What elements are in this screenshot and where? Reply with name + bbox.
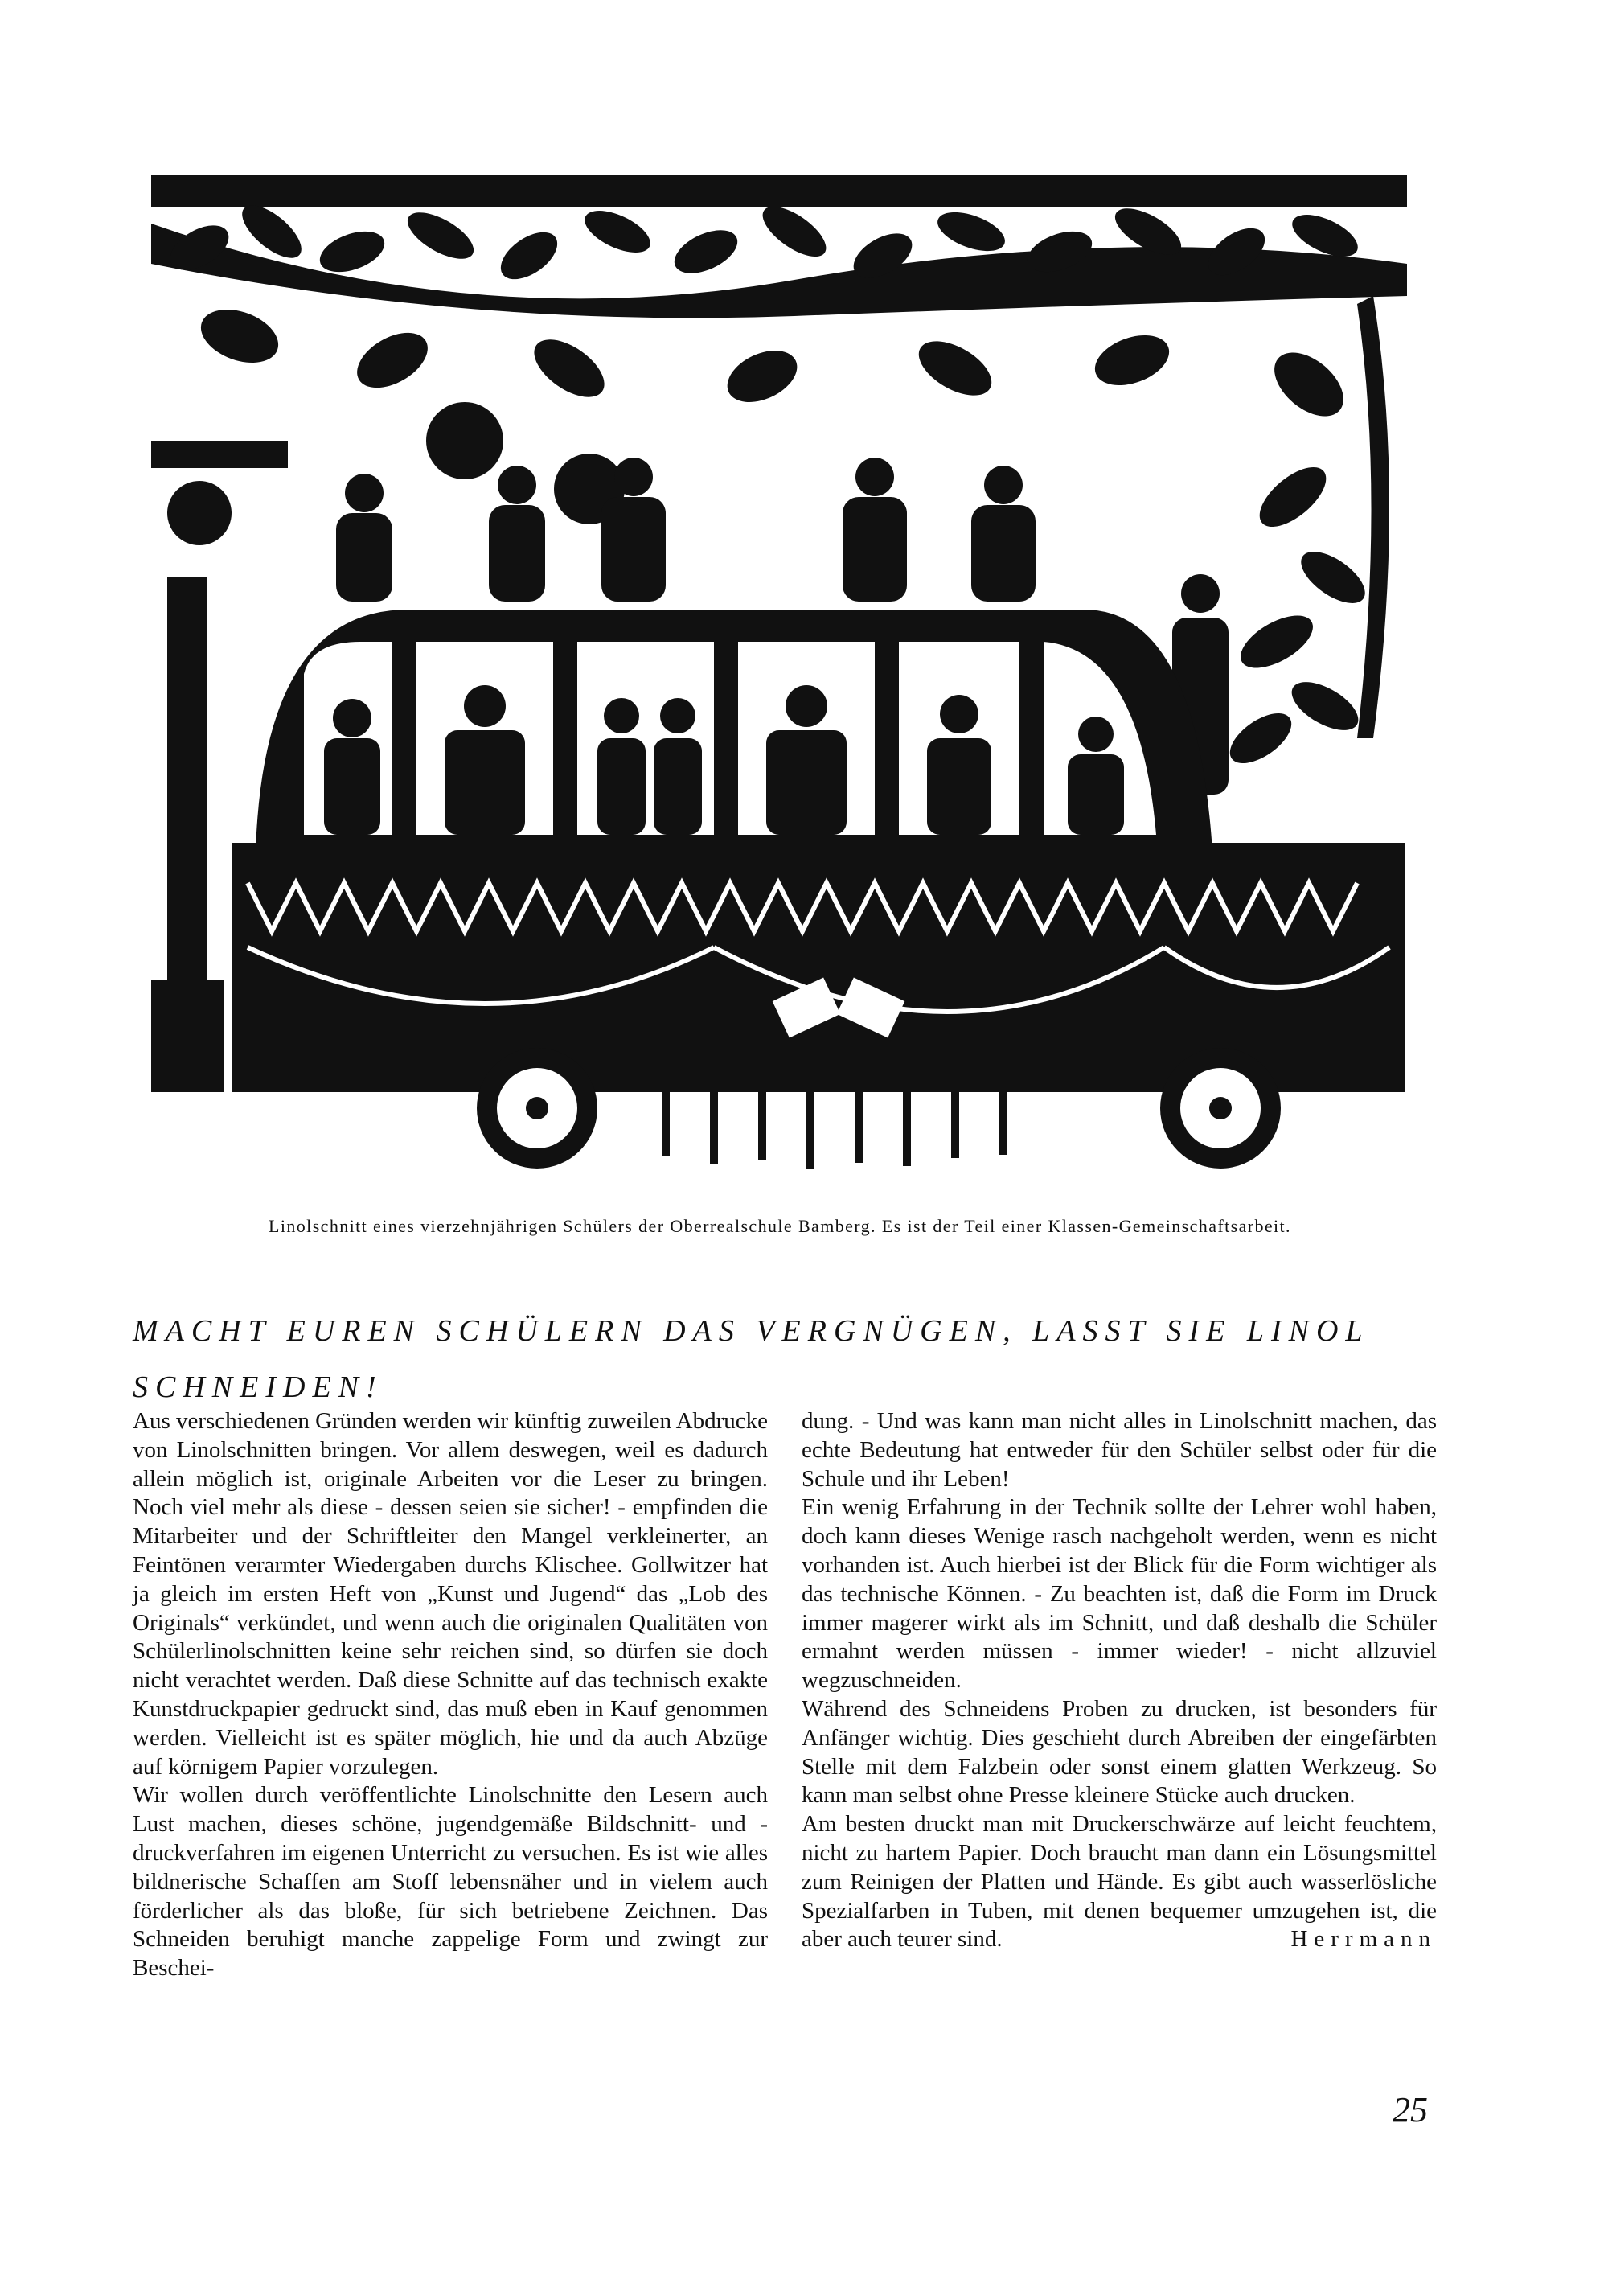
paragraph: Am besten druckt man mit Druckerschwärze auf leicht feuchtem, nicht zu hartem Papier. Doch braucht man dann ein Lösungsmittel zum Reinigen der Platten und Hände. Es gibt auch wasserlösliche Spezialfarben in Tuben, mit denen bequemer umzugehen ist, die aber auch teurer sind. [802,1811,1437,1953]
paragraph: Wir wollen durch veröffentlichte Linolschnitte den Lesern auch Lust machen, dieses schöne, jugendgemäße Bildschnitt- und -druckverfahren im eigenen Unterricht zu versuchen. Es ist wie alles bildnerische Schaffen am Stoff lebensnäher und in vielem auch förderlicher als das bloße, für sich betriebene Zeichnen. Das Schneiden beruhigt manche zappelige Form und zwingt zur Beschei- [133,1782,768,1982]
right-text-column [802,1407,1437,1954]
linocut-illustration [151,175,1407,1173]
paragraph: dung. - Und was kann man nicht alles in Linolschnitt machen, das echte Bedeutung hat entweder für den Schüler selbst oder für die Schule und ihr Leben! [802,1408,1437,1492]
article-headline: MACHT EUREN SCHÜLERN DAS VERGNÜGEN, LASST SIE LINOL SCHNEIDEN! [133,1314,1369,1404]
author-signature: Herrmann [1290,1926,1437,1953]
linocut-artwork [151,175,1407,1173]
paragraph: Aus verschiedenen Gründen werden wir künftig zuweilen Abdrucke von Linolschnitten bringen. Vor allem deswegen, weil es dadurch allein möglich ist, originale Arbeiten vor die Leser zu bringen. Noch viel mehr als diese - dessen seien sie sicher! - empfinden die Mitarbeiter und der Schriftleiter den Mangel verkleinerter, an Feintönen verarmter Wiedergaben durchs Klischee. Gollwitzer hat ja gleich im ersten Heft von „Kunst und Jugend“ das „Lob des Originals“ verkündet, und wenn auch die originalen Qualitäten von Schülerlinolschnitten keine sehr reichen sind, so dürfen sie doch nicht verachtet werden. Daß diese Schnitte auf das technisch exakte Kunstdruckpapier gedruckt sind, das muß eben in Kauf genommen werden. Vielleicht ist es später möglich, hie und da auch Abzüge auf körnigem Papier vorzulegen. [133,1408,768,1780]
left-text-column [133,1407,768,1983]
figure-caption: Linolschnitt eines vierzehnjährigen Schülers der Oberrealschule Bamberg. Es ist der Teil einer Klassen-Gemeinschaftsarbeit. [269,1216,1291,1236]
page-number: 25 [1393,2090,1428,2130]
paragraph: Während des Schneidens Proben zu drucken, ist besonders für Anfänger wichtig. Dies geschieht durch Abreiben der eingefärbten Stelle mit dem Falzbein oder sonst einem glatten Werkzeug. So kann man selbst ohne Presse kleinere Stücke auch drucken. [802,1695,1437,1809]
paragraph: Ein wenig Erfahrung in der Technik sollte der Lehrer wohl haben, doch kann dieses Wenige rasch nachgeholt werden, wenn es nicht vorhanden ist. Auch hierbei ist der Blick für die Form wichtiger als das technische Können. - Zu beachten ist, daß die Form im Druck immer magerer wirkt als im Schnitt, und daß deshalb die Schüler ermahnt werden müssen - immer wieder! - nicht allzuviel wegzuschneiden. [802,1494,1437,1694]
